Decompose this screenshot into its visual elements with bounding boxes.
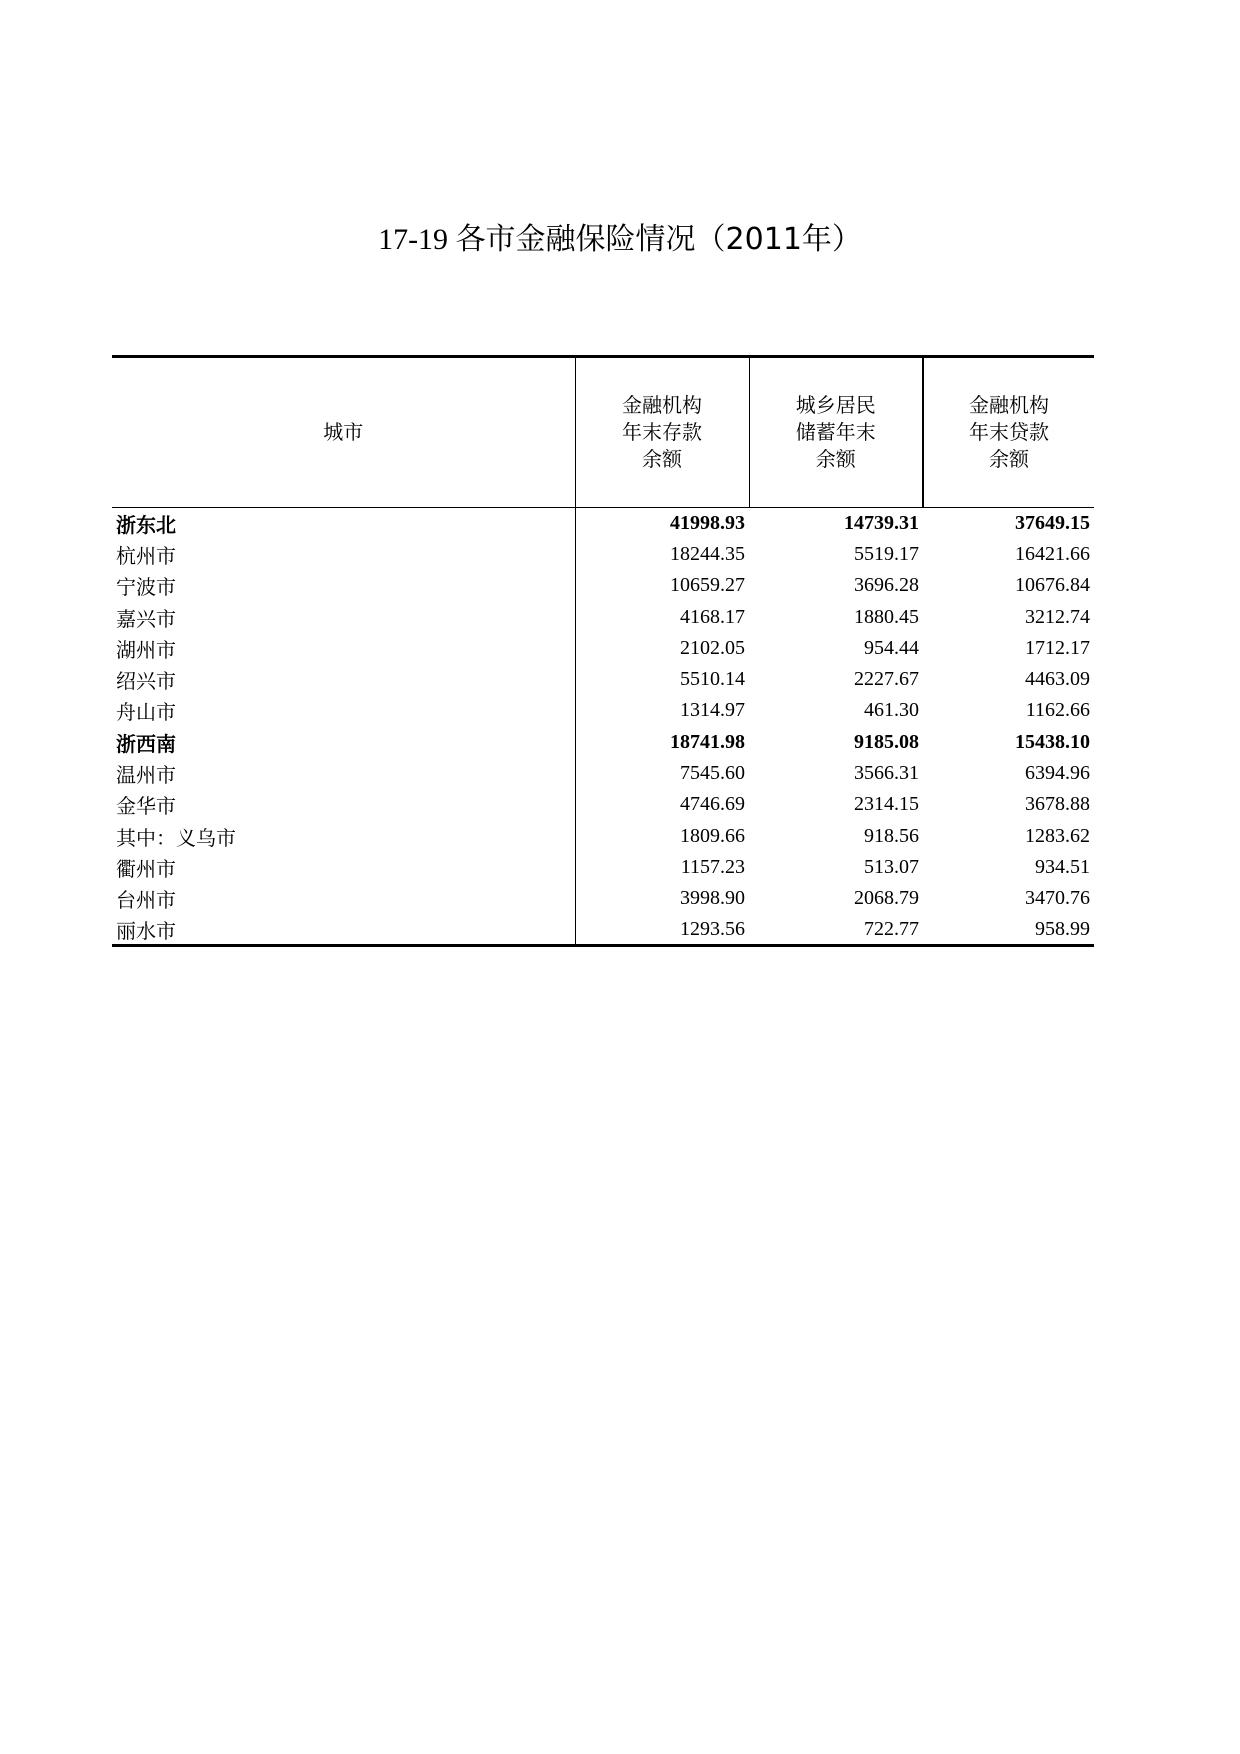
- title-text: 各市金融保险情况（2011年）: [455, 222, 862, 257]
- city-cell: 台州市: [116, 888, 176, 913]
- loans-cell: 3470.76: [1025, 887, 1090, 910]
- deposits-cell: 4746.69: [575, 789, 749, 820]
- city-cell: 其中：义乌市: [116, 825, 236, 850]
- table-row: [112, 664, 1094, 695]
- deposits-cell: 10659.27: [575, 570, 749, 601]
- city-cell: 舟山市: [116, 700, 176, 725]
- finance-table: [112, 355, 1094, 947]
- deposits-cell: 5510.14: [575, 664, 749, 695]
- deposits-cell: 7545.60: [575, 758, 749, 789]
- table-row: [112, 601, 1094, 632]
- loans-cell: 1162.66: [1025, 699, 1090, 722]
- table-row: [112, 695, 1094, 726]
- deposits-cell: 3998.90: [575, 883, 749, 914]
- savings-cell: 2227.67: [854, 668, 919, 691]
- table-row: [112, 852, 1094, 883]
- city-cell: 浙东北: [116, 512, 176, 537]
- deposits-cell: 2102.05: [575, 633, 749, 664]
- city-cell: 金华市: [116, 794, 176, 819]
- loans-cell: 3678.88: [1025, 793, 1090, 816]
- savings-cell: 722.77: [749, 914, 923, 945]
- loans-cell: 1712.17: [1025, 636, 1090, 659]
- header-loans: 金融机构 年末贷款 余额: [923, 357, 1094, 508]
- savings-cell: 14739.31: [844, 511, 919, 534]
- savings-cell: 513.07: [864, 855, 919, 878]
- title-number: 17-19: [378, 223, 449, 256]
- loans-cell: 15438.10: [1015, 730, 1090, 753]
- city-cell: 温州市: [116, 763, 176, 788]
- loans-cell: 958.99: [923, 914, 1094, 945]
- savings-cell: 918.56: [864, 824, 919, 847]
- table-row: [112, 633, 1094, 664]
- loans-cell: 6394.96: [1025, 762, 1090, 785]
- savings-cell: 954.44: [864, 636, 919, 659]
- deposits-cell: 1293.56: [575, 914, 749, 945]
- table-row: [112, 727, 1094, 758]
- deposits-cell: 41998.93: [575, 508, 749, 539]
- header-city: 城市: [112, 357, 575, 508]
- header-savings: 城乡居民 储蓄年末 余额: [749, 357, 923, 508]
- table-header-row: [112, 357, 1094, 508]
- savings-cell: 9185.08: [854, 730, 919, 753]
- savings-cell: 5519.17: [854, 542, 919, 565]
- city-cell: 杭州市: [116, 543, 176, 568]
- savings-cell: 2068.79: [854, 887, 919, 910]
- table-row: [112, 789, 1094, 820]
- deposits-cell: 4168.17: [575, 601, 749, 632]
- table-row: [112, 570, 1094, 601]
- deposits-cell: 18244.35: [575, 539, 749, 570]
- savings-cell: 1880.45: [854, 605, 919, 628]
- table-row: [112, 883, 1094, 914]
- city-cell: 衢州市: [116, 856, 176, 881]
- loans-cell: 3212.74: [1025, 605, 1090, 628]
- loans-cell: 37649.15: [1015, 511, 1090, 534]
- table-row: [112, 508, 1094, 539]
- deposits-cell: 1314.97: [575, 695, 749, 726]
- loans-cell: 1283.62: [1025, 824, 1090, 847]
- table-row: [112, 820, 1094, 851]
- city-cell: 绍兴市: [116, 669, 176, 694]
- city-cell: 嘉兴市: [116, 606, 176, 631]
- loans-cell: 934.51: [1035, 855, 1090, 878]
- loans-cell: 10676.84: [1015, 574, 1090, 597]
- table-row: [112, 758, 1094, 789]
- header-deposits: 金融机构 年末存款 余额: [575, 357, 749, 508]
- savings-cell: 3566.31: [854, 762, 919, 785]
- loans-cell: 16421.66: [1015, 542, 1090, 565]
- savings-cell: 461.30: [864, 699, 919, 722]
- table-row: [112, 914, 1094, 945]
- savings-cell: 3696.28: [854, 574, 919, 597]
- city-cell: 丽水市: [112, 914, 575, 945]
- loans-cell: 4463.09: [1025, 668, 1090, 691]
- table-row: [112, 539, 1094, 570]
- city-cell: 湖州市: [116, 637, 176, 662]
- deposits-cell: 1157.23: [575, 852, 749, 883]
- city-cell: 宁波市: [116, 575, 176, 600]
- page-title: [0, 214, 1240, 258]
- deposits-cell: 18741.98: [575, 727, 749, 758]
- savings-cell: 2314.15: [854, 793, 919, 816]
- deposits-cell: 1809.66: [575, 820, 749, 851]
- city-cell: 浙西南: [116, 731, 176, 756]
